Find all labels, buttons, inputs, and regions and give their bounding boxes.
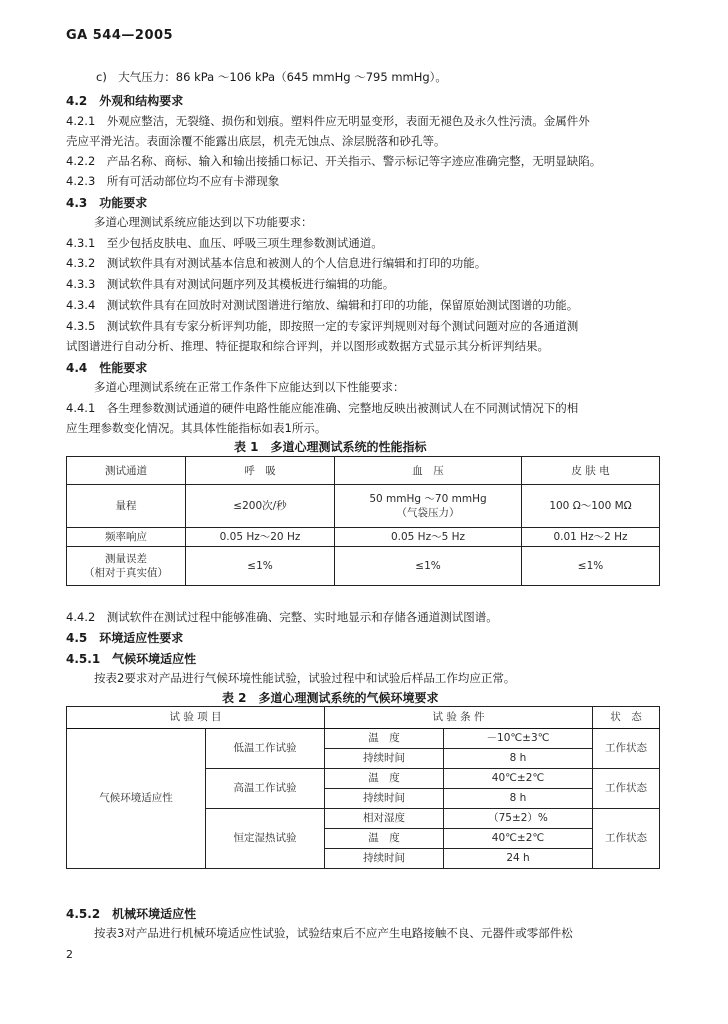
paragraph-line: 4.4.1 各生理参数测试通道的硬件电路性能应能准确、完整地反映出被测试人在不同测试情况下的相 <box>66 401 579 415</box>
row-label: 频率响应 <box>67 528 186 547</box>
condition-label: 持续时间 <box>325 749 444 769</box>
condition-label: 温 度 <box>325 729 444 749</box>
condition-value: －10℃±3℃ <box>444 729 593 749</box>
table-header-cell: 呼 吸 <box>186 457 335 485</box>
state-cell: 工作状态 <box>593 769 660 809</box>
table-caption: 表 2 多道心理测试系统的气候环境要求 <box>222 691 439 705</box>
table-cell: 0.05 Hz～5 Hz <box>335 528 522 547</box>
section-heading: 4.3 功能要求 <box>66 196 148 210</box>
table-cell: 0.05 Hz～20 Hz <box>186 528 335 547</box>
section-heading: 4.2 外观和结构要求 <box>66 94 184 108</box>
test-name-cell: 高温工作试验 <box>206 769 325 809</box>
section-heading: 4.4 性能要求 <box>66 361 148 375</box>
section-heading: 4.5.1 气候环境适应性 <box>66 652 197 666</box>
row-label: 测量误差 （相对于真实值） <box>67 547 186 586</box>
table-header-cell: 测试通道 <box>67 457 186 485</box>
paragraph-line: 4.2.1 外观应整洁，无裂缝、损伤和划痕。塑料件应无明显变形，表面无褪色及永久性污渍。金属件外 <box>66 114 590 128</box>
state-cell: 工作状态 <box>593 809 660 869</box>
condition-value: （75±2）% <box>444 809 593 829</box>
page-number: 2 <box>66 948 73 961</box>
paragraph-line: 4.3.1 至少包括皮肤电、血压、呼吸三项生理参数测试通道。 <box>66 236 383 250</box>
paragraph-line: 多道心理测试系统在正常工作条件下应能达到以下性能要求： <box>94 380 405 394</box>
table-1 <box>66 456 660 586</box>
condition-value: 24 h <box>444 849 593 869</box>
table-cell: ≤1% <box>335 547 522 586</box>
section-heading: 4.5.2 机械环境适应性 <box>66 907 197 921</box>
paragraph-line: 4.2.2 产品名称、商标、输入和输出接插口标记、开关指示、警示标记等字迹应准确完整，无明显缺陷。 <box>66 154 602 168</box>
test-name-cell: 恒定湿热试验 <box>206 809 325 869</box>
condition-label: 持续时间 <box>325 849 444 869</box>
paragraph-line: 试图谱进行自动分析、推理、特征提取和综合评判，并以图形或数据方式显示其分析评判结果。 <box>66 339 549 353</box>
paragraph-line: 4.3.5 测试软件具有专家分析评判功能，即按照一定的专家评判规则对每个测试问题对应的各通道测 <box>66 319 579 333</box>
paragraph-line: c) 大气压力：86 kPa ～106 kPa（645 mmHg ～795 mmHg）。 <box>96 70 447 84</box>
paragraph-line: 应生理参数变化情况。其具体性能指标如表1所示。 <box>66 421 327 435</box>
condition-label: 温 度 <box>325 769 444 789</box>
paragraph-line: 按表2要求对产品进行气候环境性能试验，试验过程中和试验后样品工作均应正常。 <box>94 671 516 685</box>
state-cell: 工作状态 <box>593 729 660 769</box>
paragraph-line: 4.4.2 测试软件在测试过程中能够准确、完整、实时地显示和存储各通道测试图谱。 <box>66 610 498 624</box>
condition-value: 8 h <box>444 749 593 769</box>
table-header-cell: 状 态 <box>593 707 660 729</box>
section-heading: 4.5 环境适应性要求 <box>66 631 184 645</box>
table-cell: 100 Ω～100 MΩ <box>522 485 660 528</box>
table-2 <box>66 706 660 869</box>
condition-value: 40℃±2℃ <box>444 829 593 849</box>
table-cell: 0.01 Hz～2 Hz <box>522 528 660 547</box>
table-header-cell: 皮 肤 电 <box>522 457 660 485</box>
table-header-cell: 试 验 项 目 <box>67 707 325 729</box>
condition-value: 8 h <box>444 789 593 809</box>
paragraph-line: 多道心理测试系统应能达到以下功能要求： <box>94 215 313 229</box>
category-cell: 气候环境适应性 <box>67 729 206 869</box>
paragraph-line: 4.3.2 测试软件具有对测试基本信息和被测人的个人信息进行编辑和打印的功能。 <box>66 256 487 270</box>
table-caption: 表 1 多道心理测试系统的性能指标 <box>234 440 427 454</box>
condition-label: 相对湿度 <box>325 809 444 829</box>
table-cell: ≤1% <box>522 547 660 586</box>
table-header-cell: 试 验 条 件 <box>325 707 593 729</box>
condition-label: 温 度 <box>325 829 444 849</box>
paragraph-line: 壳应平滑光洁。表面涂覆不能露出底层，机壳无蚀点、涂层脱落和砂孔等。 <box>66 134 446 148</box>
condition-value: 40℃±2℃ <box>444 769 593 789</box>
condition-label: 持续时间 <box>325 789 444 809</box>
paragraph-line: 4.3.3 测试软件具有对测试问题序列及其模板进行编辑的功能。 <box>66 277 395 291</box>
row-label: 量程 <box>67 485 186 528</box>
paragraph-line: 按表3对产品进行机械环境适应性试验，试验结束后不应产生电路接触不良、元器件或零部件松 <box>94 926 573 940</box>
table-cell: ≤200次/秒 <box>186 485 335 528</box>
table-cell: 50 mmHg ～70 mmHg （气袋压力） <box>335 485 522 528</box>
paragraph-line: 4.2.3 所有可活动部位均不应有卡滞现象 <box>66 174 280 188</box>
standard-code: GA 544—2005 <box>66 28 174 43</box>
paragraph-line: 4.3.4 测试软件具有在回放时对测试图谱进行缩放、编辑和打印的功能，保留原始测试图谱的功能。 <box>66 298 579 312</box>
table-header-cell: 血 压 <box>335 457 522 485</box>
test-name-cell: 低温工作试验 <box>206 729 325 769</box>
table-cell: ≤1% <box>186 547 335 586</box>
